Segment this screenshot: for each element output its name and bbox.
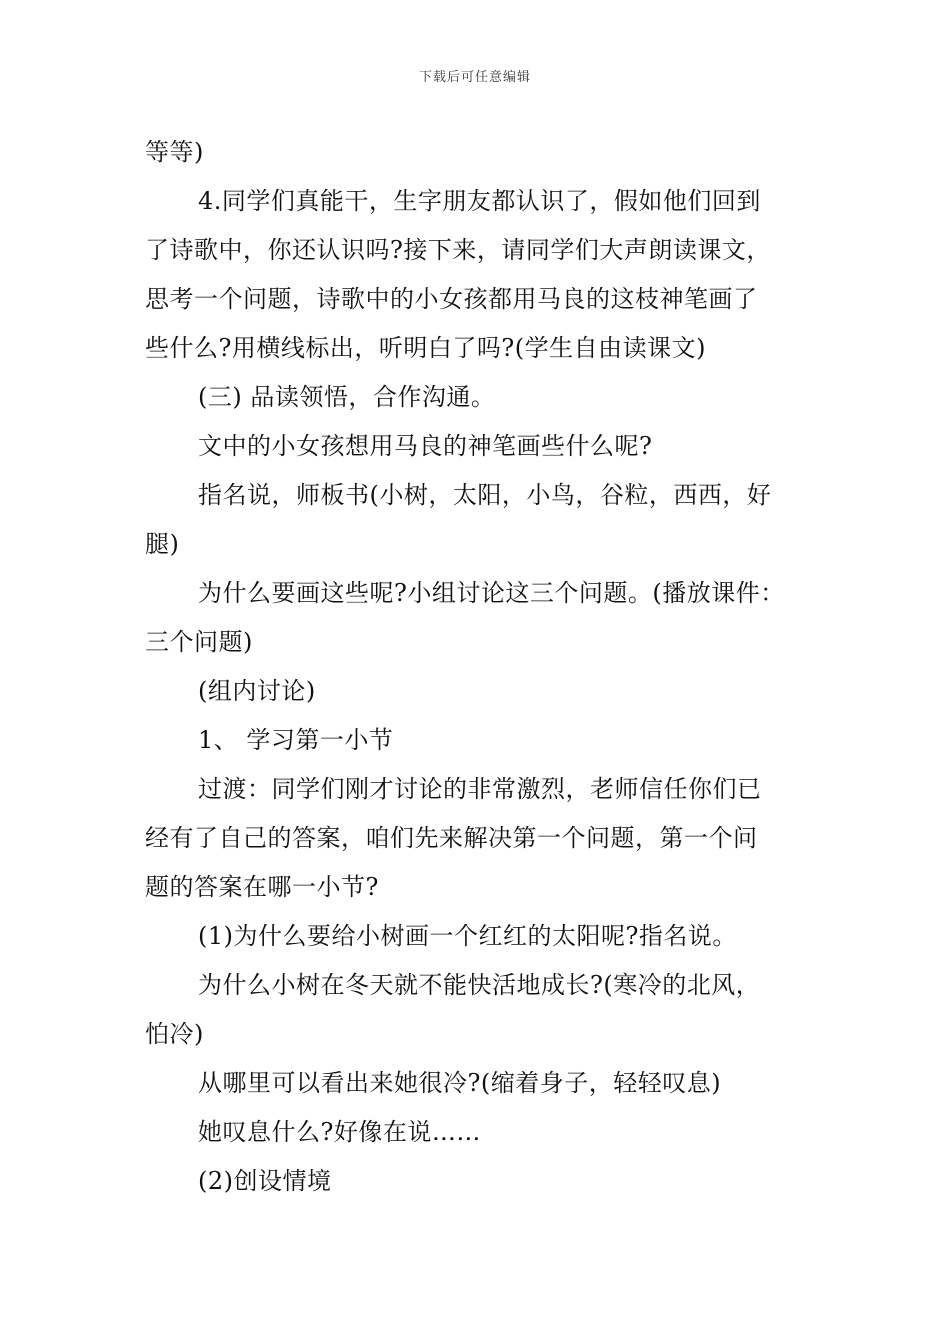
- paragraph-line: 4.同学们真能干，生字朋友都认识了，假如他们回到: [198, 187, 761, 215]
- paragraph-line: 些什么?用横线标出，听明白了吗?(学生自由读课文): [145, 334, 706, 362]
- paragraph-line: 文中的小女孩想用马良的神笔画些什么呢?: [198, 432, 653, 460]
- paragraph-line: 过渡：同学们刚才讨论的非常激烈，老师信任你们已: [198, 775, 762, 803]
- paragraph-line: (1)为什么要给小树画一个红红的太阳呢?指名说。: [198, 922, 737, 950]
- paragraph-line: 了诗歌中，你还认识吗?接下来，请同学们大声朗读课文，: [145, 236, 771, 264]
- paragraph-line: 她叹息什么?好像在说……: [198, 1118, 481, 1146]
- paragraph-line: 思考一个问题，诗歌中的小女孩都用马良的这枝神笔画了: [145, 285, 758, 313]
- paragraph-line: 腿): [145, 530, 180, 558]
- paragraph-line: 指名说，师板书(小树，太阳，小鸟，谷粒，西西，好: [198, 481, 772, 509]
- paragraph-line: (2)创设情境: [198, 1167, 332, 1195]
- paragraph-line: 怕冷): [145, 1020, 204, 1048]
- paragraph-line: 为什么小树在冬天就不能快活地成长?(寒冷的北风，: [198, 971, 761, 999]
- section-heading: (三) 品读领悟，合作沟通。: [198, 383, 496, 411]
- paragraph-line: (组内讨论): [198, 677, 316, 705]
- subsection-heading: 1、 学习第一小节: [198, 726, 394, 754]
- paragraph-line: 经有了自己的答案，咱们先来解决第一个问题，第一个问: [145, 824, 758, 852]
- paragraph-line: 等等): [145, 138, 204, 166]
- page-header: 下载后可任意编辑: [418, 70, 531, 85]
- paragraph-line: 为什么要画这些呢?小组讨论这三个问题。(播放课件：: [198, 579, 785, 607]
- paragraph-line: 三个问题): [145, 628, 253, 656]
- paragraph-line: 从哪里可以看出来她很冷?(缩着身子，轻轻叹息): [198, 1069, 722, 1097]
- paragraph-line: 题的答案在哪一小节?: [145, 873, 379, 901]
- document-body: [145, 128, 810, 1206]
